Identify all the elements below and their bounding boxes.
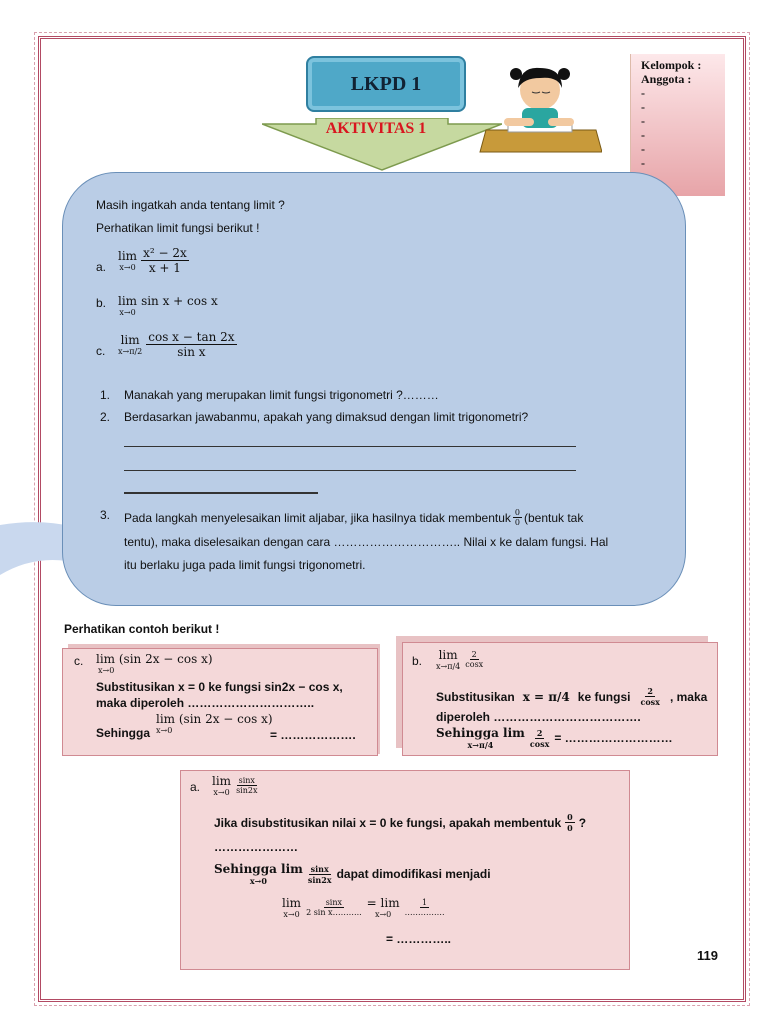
question-2: Berdasarkan jawabanmu, apakah yang dimaksud dengan limit trigonometri? <box>124 410 529 424</box>
example-c-limit: lim (sin 2x − cos x) x→0 <box>96 652 213 675</box>
question-3-line-2: tentu), maka diselesaikan dengan cara ………………………….. Nilai x ke dalam fungsi. Hal <box>124 535 609 549</box>
kelompok-label: Kelompok : <box>641 58 702 72</box>
intro-line-1: Masih ingatkah anda tentang limit ? <box>96 198 285 212</box>
example-c-limit-2: lim (sin 2x − cos x) x→0 <box>156 712 273 735</box>
question-3-number: 3. <box>100 508 111 522</box>
member-dash-3: - <box>641 114 645 128</box>
limit-a-label: a. <box>96 260 107 274</box>
activity-label: AKTIVITAS 1 <box>325 120 427 137</box>
anggota-label: Anggota : <box>641 72 692 86</box>
page-number: 119 <box>697 948 718 963</box>
member-dash-6: - <box>641 156 645 170</box>
limit-c <box>118 330 237 359</box>
limit-a-lim: lim x→0 <box>118 249 138 272</box>
lkpd-title-box <box>306 56 466 112</box>
example-a-limit: lim x→0 $\frac{\sin x}{\sin 2x}$ <box>212 774 258 797</box>
limit-c-fraction: $\frac{\text{cos x − tan 2x}}{\text{sin x}}$ <box>148 330 235 359</box>
limit-b-label: b. <box>96 296 107 310</box>
limit-c-label: c. <box>96 344 106 358</box>
question-3-line-1: Pada langkah menyelesaikan limit aljabar, jika hasilnya tidak membentuk $\frac{0}{0}$ (bentuk tak <box>124 508 584 527</box>
example-a-label: a. <box>190 780 201 794</box>
limit-c-lim: lim x→π/2 <box>118 333 143 356</box>
example-b-sehingga: Sehingga lim x→π/4 $\frac{2}{\cos x}$ = ……………………… <box>436 726 673 750</box>
answer-line-1 <box>124 446 576 447</box>
member-dash-2: - <box>641 100 645 114</box>
answer-line-2 <box>124 470 576 471</box>
example-c-label: c. <box>74 654 84 668</box>
answer-line-3 <box>124 492 318 494</box>
example-a-dots: ………………… <box>214 840 298 854</box>
limit-a <box>118 246 189 275</box>
examples-heading: Perhatikan contoh berikut ! <box>64 622 220 636</box>
question-1: Manakah yang merupakan limit fungsi trigonometri ?……… <box>124 388 439 402</box>
member-dash-1: - <box>641 86 645 100</box>
member-dash-4: - <box>641 128 645 142</box>
example-b-label: b. <box>412 654 423 668</box>
limit-b-expr: sin x + cos x <box>141 294 218 308</box>
example-b-line-2: diperoleh ………………………………. <box>436 710 641 724</box>
lkpd-title: LKPD 1 <box>350 72 422 95</box>
limit-b-lim: lim x→0 <box>118 294 138 317</box>
question-1-number: 1. <box>100 388 111 402</box>
example-c-result: = ………………. <box>270 728 356 742</box>
limit-a-fraction: $\frac{\text{x² − 2x}}{x + 1}$ <box>143 246 187 275</box>
example-a-equation: lim x→0 $\frac{\sin x}{\text{2 sin x………..}}$ = lim x→0 $\frac{1}{\dots\dots\dots\dots\dots}$ <box>282 896 445 919</box>
example-b-limit: lim x→π/4 $\frac{2}{\cos x}$ <box>436 648 484 671</box>
example-a-line-1: Jika disubstitusikan nilai x = 0 ke fungsi, apakah membentuk $\frac{0}{0}$ ? <box>214 812 587 833</box>
intro-line-2: Perhatikan limit fungsi berikut ! <box>96 221 260 235</box>
studying-girl-illustration <box>478 60 602 156</box>
member-dash-5: - <box>641 142 645 156</box>
indeterminate-fraction: $\frac{0}{0}$ <box>514 508 520 527</box>
example-c-line-1: Substitusikan x = 0 ke fungsi sin2x − cos x, <box>96 680 343 694</box>
example-b-line-1: Substitusikan x = π/4 ke fungsi $\frac{2}{\cos x}$ , maka <box>436 686 708 707</box>
example-a-line-2: Sehingga lim x→0 $\frac{\sin x}{\sin 2x}$ dapat dimodifikasi menjadi <box>214 862 491 886</box>
limit-b <box>118 294 218 317</box>
example-c-line-2: maka diperoleh ………………………….. <box>96 696 315 710</box>
example-c-sehingga: Sehingga <box>96 726 151 740</box>
example-a-result: = ………….. <box>386 932 452 946</box>
question-2-number: 2. <box>100 410 111 424</box>
question-3-line-3: itu berlaku juga pada limit fungsi trigonometri. <box>124 558 366 572</box>
